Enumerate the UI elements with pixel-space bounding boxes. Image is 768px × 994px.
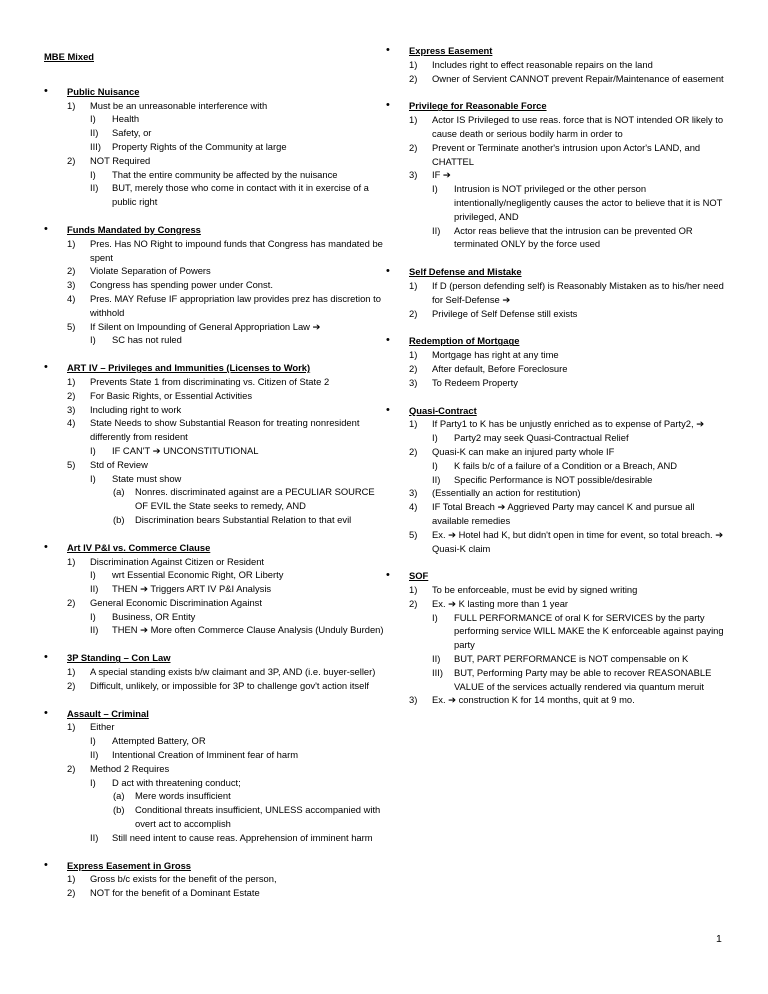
outline-item	[67, 416, 384, 444]
outline-item	[409, 445, 731, 459]
outline-item	[67, 776, 384, 790]
outline-item	[67, 720, 384, 734]
item-text: Congress has spending power under Const.	[90, 279, 273, 291]
outline-item	[67, 555, 384, 569]
item-number: 3)	[409, 376, 418, 388]
item-text: (Essentially an action for restitution)	[432, 487, 581, 499]
item-text: Ex. ➔ Hotel had K, but didn't open in time for event, so total breach. ➔ Quasi-K claim	[432, 528, 724, 554]
item-number: II)	[90, 624, 99, 636]
item-number: 3)	[409, 694, 418, 706]
outline-section	[44, 651, 384, 692]
section-heading: Public Nuisance	[67, 85, 140, 97]
outline-item	[67, 264, 384, 278]
item-text: Includes right to effect reasonable repairs on the land	[432, 58, 653, 70]
item-text: After default, Before Foreclosure	[432, 362, 568, 374]
outline-section	[44, 541, 384, 638]
section-heading: Quasi-Contract	[409, 404, 477, 416]
item-number: 1)	[409, 349, 418, 361]
item-number: 4)	[409, 501, 418, 513]
item-number: II)	[90, 182, 99, 194]
outline-item	[67, 610, 384, 624]
outline-section	[386, 99, 731, 251]
item-number: I)	[432, 432, 438, 444]
outline-section	[44, 859, 384, 900]
item-text: Mere words insufficient	[135, 790, 231, 802]
item-text: Ex. ➔ K lasting more than 1 year	[432, 597, 569, 609]
item-text: Prevents State 1 from discriminating vs. Citizen of State 2	[90, 375, 330, 387]
item-text: NOT Required	[90, 154, 151, 166]
item-text: THEN ➔ Triggers ART IV P&I Analysis	[112, 583, 272, 595]
outline-item	[67, 596, 384, 610]
item-number: (a)	[113, 790, 125, 802]
outline-item	[409, 279, 731, 307]
item-text: FULL PERFORMANCE of oral K for SERVICES by the party performing service WILL MAKE the K enforceable against paying party	[454, 611, 724, 651]
item-text: Attempted Battery, OR	[112, 735, 206, 747]
item-text: Must be an unreasonable interference with	[90, 99, 268, 111]
item-text: That the entire community be affected by the nuisance	[112, 168, 338, 180]
item-text: Mortgage has right at any time	[432, 349, 559, 361]
item-number: 1)	[67, 666, 76, 678]
section-heading: Privilege for Reasonable Force	[409, 100, 547, 112]
item-number: I)	[90, 334, 96, 346]
item-number: 4)	[67, 292, 76, 304]
outline-section	[386, 334, 731, 389]
item-number: 2)	[67, 887, 76, 899]
item-text: THEN ➔ More often Commerce Clause Analysis (Unduly Burden)	[112, 624, 384, 636]
item-text: Including right to work	[90, 403, 182, 415]
outline-item	[67, 278, 384, 292]
outline-item	[409, 362, 731, 376]
outline-item	[67, 458, 384, 472]
outline-item	[67, 568, 384, 582]
bullet-icon: •	[386, 403, 390, 416]
item-number: I)	[90, 444, 96, 456]
item-number: 1)	[67, 555, 76, 567]
outline-item	[67, 154, 384, 168]
outline-item	[67, 112, 384, 126]
outline-item	[409, 417, 731, 431]
item-text: Quasi-K can make an injured party whole IF	[432, 445, 615, 457]
left-sections	[44, 85, 384, 900]
item-text: Gross b/c exists for the benefit of the person,	[90, 873, 277, 885]
outline-item	[409, 611, 731, 652]
outline-item	[409, 528, 731, 556]
item-text: Actor reas believe that the intrusion can be prevented OR terminated ONLY by the force used	[454, 224, 693, 250]
item-text: Intentional Creation of Imminent fear of harm	[112, 749, 299, 761]
bullet-icon: •	[386, 44, 390, 56]
bullet-icon: •	[386, 99, 390, 112]
outline-item	[409, 473, 731, 487]
outline-item	[409, 307, 731, 321]
outline-item	[409, 583, 731, 597]
outline-item	[67, 333, 384, 347]
item-number: 2)	[409, 141, 418, 153]
item-number: 2)	[67, 679, 76, 691]
bullet-icon: •	[44, 651, 48, 664]
outline-item	[409, 348, 731, 362]
item-text: Nonres. discriminated against are a PECULIAR SOURCE OF EVIL the State seeks to remedy, AND	[135, 486, 375, 512]
item-number: II)	[90, 583, 99, 595]
item-number: 1)	[409, 584, 418, 596]
bullet-icon: •	[386, 265, 390, 278]
item-number: 1)	[67, 721, 76, 733]
item-text: Intrusion is NOT privileged or the other person intentionally/negligently causes the actor to believe that it is NOT privileged, AND	[454, 183, 723, 222]
outline-section	[386, 265, 731, 320]
item-text: wrt Essential Economic Right, OR Liberty	[112, 569, 284, 581]
item-text: To Redeem Property	[432, 376, 518, 388]
item-number: 2)	[409, 445, 418, 457]
item-text: SC has not ruled	[112, 334, 182, 346]
bullet-icon: •	[44, 222, 48, 235]
item-text: Privilege of Self Defense still exists	[432, 307, 578, 319]
outline-item	[409, 431, 731, 445]
item-number: (a)	[113, 486, 125, 498]
item-text: General Economic Discrimination Against	[90, 596, 262, 608]
item-text: Pres. Has NO Right to impound funds that Congress has mandated be spent	[90, 237, 383, 263]
outline-item	[409, 693, 731, 707]
item-text: Prevent or Terminate another's intrusion upon Actor's LAND, and CHATTEL	[432, 141, 701, 167]
section-heading: Assault – Criminal	[67, 707, 149, 719]
outline-item	[67, 140, 384, 154]
document-title: MBE Mixed	[44, 51, 95, 62]
item-number: I)	[90, 113, 96, 125]
item-number: I)	[90, 472, 96, 484]
item-number: II)	[90, 127, 99, 139]
item-text: State must show	[112, 472, 182, 484]
item-text: Actor IS Privileged to use reas. force that is NOT intended OR likely to cause death or serious bodily harm in order to	[432, 114, 724, 139]
item-number: 3)	[409, 487, 418, 499]
item-number: II)	[90, 749, 99, 761]
item-number: 5)	[67, 458, 76, 470]
item-text: If Party1 to K has be unjustly enriched as to expense of Party2, ➔	[432, 418, 705, 430]
outline-item	[67, 803, 384, 831]
item-number: (b)	[113, 804, 125, 816]
item-number: II)	[432, 653, 441, 665]
item-text: Conditional threats insufficient, UNLESS accompanied with overt act to accomplish	[135, 804, 381, 830]
item-text: Difficult, unlikely, or impossible for 3P to challenge gov't action itself	[90, 679, 370, 691]
item-number: I)	[90, 168, 96, 180]
item-text: Business, OR Entity	[112, 610, 196, 622]
outline-item	[409, 113, 731, 141]
bullet-icon: •	[386, 334, 390, 347]
item-text: If D (person defending self) is Reasonably Mistaken as to his/her need for Self-Defense ➔	[432, 279, 724, 305]
section-heading: Self Defense and Mistake	[409, 266, 522, 278]
bullet-icon: •	[44, 858, 48, 871]
outline-item	[67, 389, 384, 403]
item-text: Specific Performance is NOT possible/desirable	[454, 473, 653, 485]
item-number: 1)	[409, 279, 418, 291]
item-text: BUT, PART PERFORMANCE is NOT compensable on K	[454, 653, 689, 665]
section-heading: Express Easement in Gross	[67, 859, 192, 871]
outline-item	[409, 141, 731, 169]
item-number: 5)	[67, 320, 76, 332]
outline-item	[409, 182, 731, 223]
item-number: 2)	[67, 762, 76, 774]
item-text: To be enforceable, must be evid by signed writing	[432, 584, 638, 596]
outline-item	[409, 224, 731, 252]
item-number: 5)	[409, 528, 418, 540]
outline-item	[67, 582, 384, 596]
item-number: 1)	[409, 418, 418, 430]
outline-item	[67, 292, 384, 320]
outline-item	[67, 886, 384, 900]
item-text: K fails b/c of a failure of a Condition or a Breach, AND	[454, 459, 678, 471]
bullet-icon: •	[44, 706, 48, 719]
outline-item	[67, 679, 384, 693]
item-text: Ex. ➔ construction K for 14 months, quit at 9 mo.	[432, 694, 635, 706]
item-text: Method 2 Requires	[90, 762, 170, 774]
outline-item	[67, 665, 384, 679]
outline-item	[67, 748, 384, 762]
item-number: (b)	[113, 513, 125, 525]
outline-item	[67, 513, 384, 527]
item-number: I)	[90, 735, 96, 747]
item-number: 3)	[67, 403, 76, 415]
item-text: Still need intent to cause reas. Apprehension of imminent harm	[112, 831, 373, 843]
item-text: IF ➔	[432, 169, 451, 181]
item-number: 1)	[67, 237, 76, 249]
item-text: Party2 may seek Quasi-Contractual Relief	[454, 432, 629, 444]
bullet-icon: •	[44, 540, 48, 553]
item-text: Owner of Servient CANNOT prevent Repair/Maintenance of easement	[432, 72, 724, 84]
outline-section	[386, 404, 731, 556]
outline-item	[67, 375, 384, 389]
outline-item	[67, 485, 384, 513]
item-number: 1)	[409, 58, 418, 70]
item-text: IF CAN'T ➔ UNCONSTITUTIONAL	[112, 444, 259, 456]
item-text: Violate Separation of Powers	[90, 265, 211, 277]
section-heading: Funds Mandated by Congress	[67, 223, 201, 235]
outline-section	[44, 361, 384, 527]
outline-item	[67, 403, 384, 417]
right-sections	[386, 44, 731, 707]
item-number: 2)	[67, 265, 76, 277]
item-number: 1)	[67, 99, 76, 111]
outline-item	[67, 872, 384, 886]
bullet-icon: •	[44, 361, 48, 374]
outline-item	[67, 181, 384, 209]
section-heading: Express Easement	[409, 45, 493, 56]
outline-item	[67, 789, 384, 803]
section-heading: Art IV P&I vs. Commerce Clause	[67, 541, 211, 553]
item-number: 3)	[409, 169, 418, 181]
item-number: 4)	[67, 417, 76, 429]
item-number: 2)	[67, 389, 76, 401]
item-number: 2)	[67, 154, 76, 166]
outline-item	[67, 472, 384, 486]
item-number: I)	[432, 611, 438, 623]
outline-section	[44, 223, 384, 347]
outline-item	[409, 58, 731, 72]
item-text: State Needs to show Substantial Reason for treating nonresident differently from resident	[90, 417, 360, 443]
outline-item	[67, 762, 384, 776]
item-text: A special standing exists b/w claimant and 3P, AND (i.e. buyer-seller)	[90, 666, 376, 678]
item-number: I)	[90, 610, 96, 622]
section-heading: ART IV – Privileges and Immunities (Licenses to Work)	[67, 362, 311, 374]
outline-item	[409, 459, 731, 473]
item-text: Discrimination bears Substantial Relation to that evil	[135, 513, 352, 525]
item-text: BUT, Performing Party may be able to recover REASONABLE VALUE of the services actually rendered via quantum meruit	[454, 666, 712, 692]
item-text: Either	[90, 721, 115, 733]
page-number: 1	[716, 933, 722, 945]
item-number: III)	[90, 140, 101, 152]
outline-item	[409, 168, 731, 182]
item-number: I)	[90, 776, 96, 788]
item-text: D act with threatening conduct;	[112, 776, 241, 788]
outline-item	[409, 72, 731, 86]
item-number: 2)	[409, 597, 418, 609]
outline-item	[67, 126, 384, 140]
section-heading: 3P Standing – Con Law	[67, 652, 171, 664]
outline-item	[409, 500, 731, 528]
outline-item	[67, 444, 384, 458]
left-column	[44, 50, 384, 914]
bullet-icon: •	[44, 84, 48, 97]
outline-item	[67, 99, 384, 113]
outline-item	[67, 831, 384, 845]
item-number: I)	[90, 569, 96, 581]
bullet-icon: •	[386, 569, 390, 582]
item-number: 1)	[67, 873, 76, 885]
outline-item	[409, 652, 731, 666]
item-text: Safety, or	[112, 127, 152, 139]
item-number: 2)	[409, 307, 418, 319]
item-text: For Basic Rights, or Essential Activities	[90, 389, 253, 401]
outline-item	[409, 666, 731, 694]
outline-section	[44, 707, 384, 845]
item-number: 1)	[67, 375, 76, 387]
item-text: Std of Review	[90, 458, 148, 470]
item-number: I)	[432, 183, 438, 195]
item-number: II)	[432, 224, 441, 236]
outline-item	[67, 320, 384, 334]
outline-item	[67, 237, 384, 265]
item-number: 1)	[409, 114, 418, 126]
item-text: Discrimination Against Citizen or Resident	[90, 555, 265, 567]
section-heading: SOF	[409, 570, 429, 582]
item-number: 3)	[67, 279, 76, 291]
outline-section	[44, 85, 384, 209]
outline-item	[409, 597, 731, 611]
item-number: III)	[432, 666, 443, 678]
item-text: IF Total Breach ➔ Aggrieved Party may cancel K and pursue all available remedies	[432, 501, 695, 526]
outline-item	[67, 623, 384, 637]
outline-item	[67, 168, 384, 182]
right-column	[386, 44, 731, 721]
item-number: I)	[432, 459, 438, 471]
item-text: Health	[112, 113, 140, 125]
item-number: II)	[432, 473, 441, 485]
item-text: If Silent on Impounding of General Appropriation Law ➔	[90, 320, 321, 332]
item-text: NOT for the benefit of a Dominant Estate	[90, 887, 260, 899]
item-text: Pres. MAY Refuse IF appropriation law provides prez has discretion to withhold	[90, 292, 381, 318]
item-number: II)	[90, 831, 99, 843]
outline-section	[386, 44, 731, 85]
item-text: Property Rights of the Community at large	[112, 140, 287, 152]
section-heading: Redemption of Mortgage	[409, 335, 520, 347]
outline-item	[67, 734, 384, 748]
item-number: 2)	[67, 596, 76, 608]
item-number: 2)	[409, 72, 418, 84]
outline-section	[386, 569, 731, 707]
outline-item	[409, 376, 731, 390]
item-text: BUT, merely those who come in contact with it in exercise of a public right	[112, 182, 369, 208]
item-number: 2)	[409, 362, 418, 374]
outline-item	[409, 486, 731, 500]
